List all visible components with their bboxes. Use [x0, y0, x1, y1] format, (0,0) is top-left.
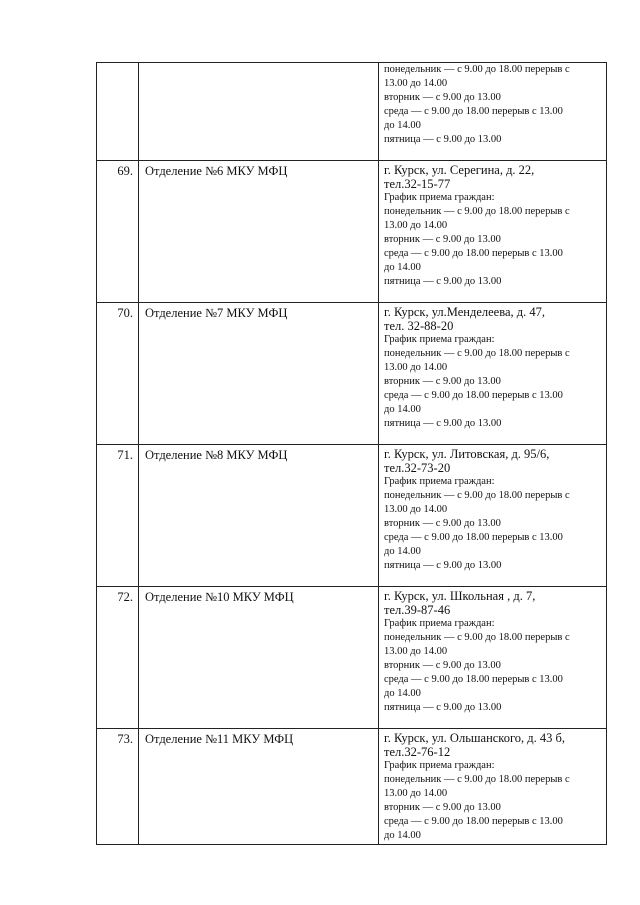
address-line: г. Курск, ул.Менделеева, д. 47, [384, 305, 545, 319]
phone-line: тел. 32-88-20 [384, 319, 454, 333]
schedule-line: вторник — с 9.00 до 13.00 [384, 660, 501, 671]
phone-line: тел.32-76-12 [384, 745, 451, 759]
schedule-line: пятница — с 9.00 до 13.00 [384, 418, 502, 429]
row-number: 70. [97, 303, 139, 445]
schedule-heading: График приема граждан: [384, 760, 495, 771]
schedule-line: пятница — с 9.00 до 13.00 [384, 134, 502, 145]
address-line: г. Курск, ул. Ольшанского, д. 43 б, [384, 731, 566, 745]
table-row [97, 729, 607, 845]
schedule-block [384, 759, 604, 843]
schedule-line: понедельник — с 9.00 до 18.00 перерыв с [384, 348, 570, 359]
row-number: 69. [97, 161, 139, 303]
schedule-heading: График приема граждан: [384, 476, 495, 487]
table-row-continuation [97, 63, 607, 161]
schedule-block [384, 333, 604, 431]
schedule-line: среда — с 9.00 до 18.00 перерыв с 13.00 [384, 532, 563, 543]
address-line: г. Курск, ул. Школьная , д. 7, [384, 589, 536, 603]
branch-name: Отделение №10 МКУ МФЦ [139, 587, 379, 729]
phone-line: тел.32-15-77 [384, 177, 451, 191]
schedule-line: среда — с 9.00 до 18.00 перерыв с 13.00 [384, 248, 563, 259]
row-number-cell [97, 63, 139, 161]
schedule-line: 13.00 до 14.00 [384, 362, 448, 373]
phone-line: тел.39-87-46 [384, 603, 451, 617]
branch-name: Отделение №7 МКУ МФЦ [139, 303, 379, 445]
schedule-line: до 14.00 [384, 688, 421, 699]
schedule-line: до 14.00 [384, 404, 421, 415]
schedule-line: вторник — с 9.00 до 13.00 [384, 376, 501, 387]
schedule-line: до 14.00 [384, 546, 421, 557]
schedule-line: среда — с 9.00 до 18.00 перерыв с 13.00 [384, 390, 563, 401]
schedule-block [384, 475, 604, 573]
schedule-line: до 14.00 [384, 120, 421, 131]
schedule-line: 13.00 до 14.00 [384, 220, 448, 231]
schedule-line: понедельник — с 9.00 до 18.00 перерыв с [384, 774, 570, 785]
schedule-line: пятница — с 9.00 до 13.00 [384, 702, 502, 713]
address-block [384, 731, 604, 759]
table-row [97, 161, 607, 303]
schedule-block [384, 191, 604, 289]
document-page [96, 62, 606, 845]
mfc-branches-table [96, 62, 607, 845]
address-line: г. Курск, ул. Литовская, д. 95/6, [384, 447, 550, 461]
schedule-line: 13.00 до 14.00 [384, 646, 448, 657]
address-block [384, 589, 604, 617]
branch-name-cell [139, 63, 379, 161]
table-row [97, 303, 607, 445]
schedule-line: 13.00 до 14.00 [384, 504, 448, 515]
contact-info-cell [379, 729, 607, 845]
row-number: 72. [97, 587, 139, 729]
contact-info-cell [379, 63, 607, 161]
schedule-line: понедельник — с 9.00 до 18.00 перерыв с [384, 206, 570, 217]
branch-name: Отделение №11 МКУ МФЦ [139, 729, 379, 845]
address-block [384, 163, 604, 191]
table-row [97, 587, 607, 729]
schedule-block [384, 617, 604, 715]
schedule-line: среда — с 9.00 до 18.00 перерыв с 13.00 [384, 674, 563, 685]
schedule-block [384, 63, 604, 147]
address-block [384, 305, 604, 333]
table-row [97, 445, 607, 587]
schedule-line: 13.00 до 14.00 [384, 788, 448, 799]
phone-line: тел.32-73-20 [384, 461, 451, 475]
schedule-line: понедельник — с 9.00 до 18.00 перерыв с [384, 490, 570, 501]
schedule-line: понедельник — с 9.00 до 18.00 перерыв с [384, 632, 570, 643]
row-number: 73. [97, 729, 139, 845]
address-block [384, 447, 604, 475]
branch-name: Отделение №8 МКУ МФЦ [139, 445, 379, 587]
schedule-heading: График приема граждан: [384, 192, 495, 203]
schedule-line: вторник — с 9.00 до 13.00 [384, 802, 501, 813]
address-line: г. Курск, ул. Серегина, д. 22, [384, 163, 535, 177]
contact-info-cell [379, 587, 607, 729]
schedule-heading: График приема граждан: [384, 334, 495, 345]
schedule-heading: График приема граждан: [384, 618, 495, 629]
schedule-line: понедельник — с 9.00 до 18.00 перерыв с [384, 64, 570, 75]
row-number: 71. [97, 445, 139, 587]
schedule-line: пятница — с 9.00 до 13.00 [384, 276, 502, 287]
contact-info-cell [379, 161, 607, 303]
schedule-line: 13.00 до 14.00 [384, 78, 448, 89]
schedule-line: среда — с 9.00 до 18.00 перерыв с 13.00 [384, 106, 563, 117]
schedule-line: вторник — с 9.00 до 13.00 [384, 92, 501, 103]
contact-info-cell [379, 303, 607, 445]
schedule-line: до 14.00 [384, 830, 421, 841]
branch-name: Отделение №6 МКУ МФЦ [139, 161, 379, 303]
schedule-line: вторник — с 9.00 до 13.00 [384, 518, 501, 529]
schedule-line: вторник — с 9.00 до 13.00 [384, 234, 501, 245]
schedule-line: пятница — с 9.00 до 13.00 [384, 560, 502, 571]
contact-info-cell [379, 445, 607, 587]
schedule-line: среда — с 9.00 до 18.00 перерыв с 13.00 [384, 816, 563, 827]
schedule-line: до 14.00 [384, 262, 421, 273]
